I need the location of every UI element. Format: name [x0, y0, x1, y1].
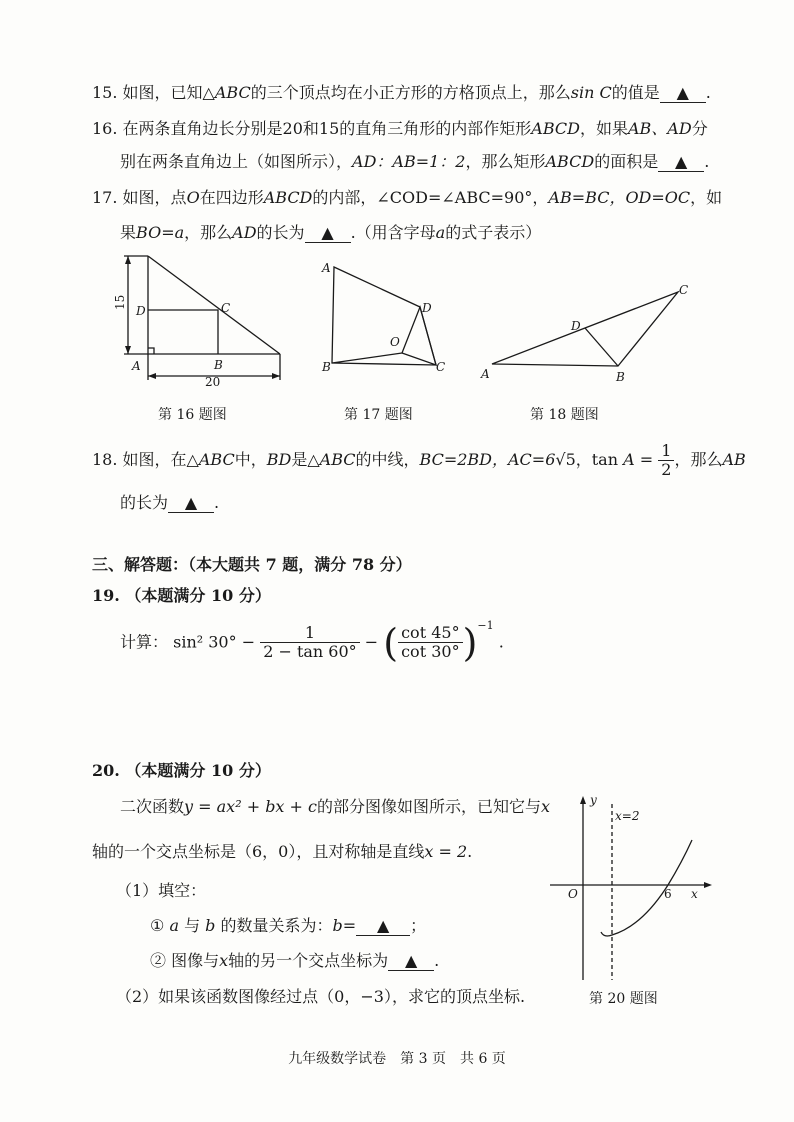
q16-text: ，那么矩形 — [465, 152, 546, 171]
q19-term1: sin² 30° − — [173, 632, 256, 652]
q16-text: 分 — [691, 119, 708, 138]
fig17-caption: 第 17 题图 — [344, 407, 413, 423]
question-18-line-2 — [120, 492, 219, 514]
fig20-label-o: O — [568, 887, 578, 901]
q20-axis: x = 2 — [424, 842, 468, 861]
fig20-y-arrow — [580, 796, 586, 804]
q18-sqrt: √5 — [555, 450, 576, 469]
q16-text: 在两条直角边长分别是20和15的直角三角形的内部作矩形 — [122, 119, 532, 138]
q16-abad: AB、AD — [627, 119, 692, 138]
fig20-label-6: 6 — [664, 887, 672, 901]
q17-answer-blank: ▲ — [305, 224, 351, 243]
fig18-caption: 第 18 题图 — [530, 407, 599, 423]
q15-number: 15. — [92, 83, 118, 102]
q19-inner-denominator: cot 30° — [401, 642, 460, 662]
q18-text: 的中线， — [355, 450, 420, 469]
q17-text: 在四边形 — [199, 188, 264, 207]
fig20-x-arrow — [704, 882, 712, 888]
q20-text: . — [434, 951, 440, 970]
q20-text: ； — [410, 916, 427, 935]
q18-abc: ABC — [198, 450, 235, 469]
q19-inner-numerator: cot 45° — [398, 624, 462, 643]
q18-a: A — [623, 450, 635, 469]
q20-text: 二次函数 — [120, 797, 185, 816]
question-15 — [92, 82, 711, 104]
fig16-arrow — [125, 256, 131, 264]
q18-text: ，tan — [575, 450, 619, 469]
q18-text: 是△ — [291, 450, 320, 469]
fig20-caption: 第 20 题图 — [589, 991, 658, 1007]
q17-text: 的内部，∠COD=∠ABC=90°， — [312, 188, 549, 207]
question-18-line-1 — [92, 442, 746, 479]
q15-text-b: 的三个顶点均在小正方形的方格顶点上，那么 — [250, 83, 571, 102]
q16-abcd: ABCD — [545, 152, 595, 171]
figure-16 — [110, 248, 310, 398]
q20-answer-blank-2: ▲ — [388, 952, 434, 971]
q20-function: y = ax² + bx + c — [184, 797, 317, 816]
fig18-label-d: D — [571, 319, 581, 333]
q19-end: . — [498, 632, 504, 652]
q20-part-1-item-2 — [150, 950, 439, 972]
fig16-caption: 第 16 题图 — [158, 407, 227, 423]
q20-part-1: （1）填空： — [116, 881, 207, 900]
q16-text: ，如果 — [579, 119, 628, 138]
q19-score: （本题满分 10 分） — [125, 586, 271, 605]
q17-bo: BO=a — [136, 223, 185, 242]
fig18-label-b: B — [616, 370, 625, 384]
question-16-line-2 — [120, 151, 709, 173]
q17-cond: AB=BC，OD=OC — [548, 188, 691, 207]
fig16-label-b: B — [214, 358, 223, 372]
q18-text: 的长为 — [120, 493, 169, 512]
q20-text: ① — [150, 916, 170, 935]
q18-bd: BD — [266, 450, 292, 469]
fig17-label-d: D — [422, 301, 432, 315]
fig16-label-20: 20 — [205, 375, 221, 389]
q19-frac-denominator: 2 − tan 60° — [263, 642, 357, 662]
fig16-label-15: 15 — [113, 294, 127, 310]
fig16-right-angle — [148, 348, 154, 354]
question-19-expression — [120, 616, 504, 664]
q20-var-b: b — [205, 916, 216, 935]
q19-minus: − — [364, 632, 379, 652]
fig17-label-b: B — [322, 360, 331, 374]
fig18-label-a: A — [481, 367, 490, 381]
q17-number: 17. — [92, 188, 118, 207]
q18-answer-blank: ▲ — [168, 494, 214, 513]
q17-text: ，如 — [690, 188, 723, 207]
q17-text: ，那么 — [184, 223, 233, 242]
fig16-label-a: A — [132, 359, 141, 373]
fig20-label-y: y — [590, 793, 597, 807]
fig16-arrow — [125, 346, 131, 354]
fig16-rectangle — [148, 310, 218, 354]
fig17-segment-bo — [332, 353, 402, 363]
q18-ab: AB — [722, 450, 746, 469]
q20-part-2: （2）如果该函数图像经过点（0，−3），求它的顶点坐标. — [116, 987, 526, 1006]
q20-text: 轴的另一个交点坐标为 — [228, 951, 389, 970]
q19-inner-fraction — [398, 624, 462, 661]
q17-a: a — [435, 223, 446, 242]
q19-exponent: −1 — [477, 619, 494, 632]
q19-paren-close: ) — [462, 620, 478, 665]
question-20-line-1 — [120, 796, 550, 818]
figure-20 — [540, 790, 720, 990]
q20-score: （本题满分 10 分） — [125, 761, 271, 780]
figure-18 — [478, 278, 703, 388]
q20-text: 与 — [178, 916, 206, 935]
q15-end: . — [705, 83, 711, 102]
q18-abc: ABC — [319, 450, 356, 469]
q15-answer-blank: ▲ — [660, 84, 706, 103]
page-footer: 九年级数学试卷 第 3 页 共 6 页 — [288, 1051, 506, 1067]
q20-b-eq: b= — [332, 916, 357, 935]
q20-var-a: a — [169, 916, 179, 935]
question-20-header — [92, 760, 271, 782]
q15-text-c: 的值是 — [611, 83, 660, 102]
q17-ad: AD — [232, 223, 257, 242]
q18-frac-denominator: 2 — [661, 460, 672, 479]
fig17-label-c: C — [436, 360, 446, 374]
q20-answer-blank-1: ▲ — [356, 917, 410, 936]
question-19-header — [92, 585, 271, 607]
fig17-label-o: O — [390, 335, 400, 349]
q19-lead: 计算： — [120, 632, 169, 652]
question-17-line-2 — [120, 222, 541, 244]
fig17-quadrilateral — [332, 267, 436, 365]
q20-text: 的部分图像如图所示，已知它与 — [317, 797, 542, 816]
q20-x: x — [541, 797, 551, 816]
q18-eq: = — [639, 450, 654, 469]
fig18-median-bd — [585, 328, 618, 366]
q18-bc: BC=2BD，AC=6 — [419, 450, 556, 469]
fig18-triangle-abc — [492, 292, 678, 366]
q19-frac-numerator: 1 — [260, 624, 359, 643]
question-20-line-2 — [92, 841, 472, 863]
q18-text: ，那么 — [674, 450, 723, 469]
q20-text: 的数量关系为： — [215, 916, 333, 935]
q19-fraction — [260, 624, 359, 661]
fig16-label-d: D — [136, 304, 146, 318]
q15-text-a: 如图，已知△ — [122, 83, 215, 102]
question-17-line-1 — [92, 187, 722, 209]
q17-text: 的式子表示） — [445, 223, 542, 242]
q19-paren-open: ( — [383, 620, 399, 665]
fig16-label-c: C — [221, 301, 231, 315]
q19-number: 19. — [92, 586, 120, 605]
question-16-line-1 — [92, 118, 708, 140]
q17-text: 如图，点 — [122, 188, 187, 207]
q20-text: . — [467, 842, 473, 861]
fig16-hypotenuse — [148, 256, 280, 354]
fig16-arrow — [148, 373, 156, 379]
q17-text: .（用含字母 — [350, 223, 436, 242]
q20-text: 轴的一个交点坐标是（6，0），且对称轴是直线 — [92, 842, 425, 861]
q17-text: 的长为 — [256, 223, 305, 242]
q16-text: 的面积是 — [594, 152, 659, 171]
fig18-label-c: C — [679, 283, 689, 297]
q16-ratio: AD：AB=1：2 — [352, 152, 466, 171]
q18-frac-numerator: 1 — [658, 442, 674, 461]
q20-x: x — [219, 951, 229, 970]
figure-17 — [312, 255, 462, 380]
section-3-title: 三、解答题：（本大题共 7 题，满分 78 分） — [92, 555, 412, 574]
q18-end: . — [214, 493, 220, 512]
q18-text: 如图，在△ — [122, 450, 199, 469]
q16-abcd: ABCD — [531, 119, 580, 138]
fig20-label-axis: x=2 — [615, 809, 640, 823]
q16-number: 16. — [92, 119, 118, 138]
q16-answer-blank: ▲ — [658, 153, 704, 172]
q20-part-1-item-1 — [150, 915, 426, 937]
q18-number: 18. — [92, 450, 118, 469]
fig20-parabola — [601, 840, 692, 936]
q16-text: 别在两条直角边上（如图所示）， — [120, 152, 353, 171]
q20-number: 20. — [92, 761, 120, 780]
q17-abcd: ABCD — [263, 188, 313, 207]
q18-text: 中， — [234, 450, 267, 469]
fig16-arrow — [272, 373, 280, 379]
fig17-label-a: A — [322, 261, 331, 275]
q15-sinc: sin C — [570, 83, 612, 102]
q20-text: ② 图像与 — [150, 951, 220, 970]
q16-end: . — [704, 152, 710, 171]
q17-text: 果 — [120, 223, 137, 242]
fig17-triangle-ocd — [402, 307, 436, 365]
q15-abc: ABC — [214, 83, 251, 102]
fig20-label-x: x — [691, 887, 698, 901]
q18-fraction — [658, 442, 674, 479]
q17-o: O — [186, 188, 200, 207]
